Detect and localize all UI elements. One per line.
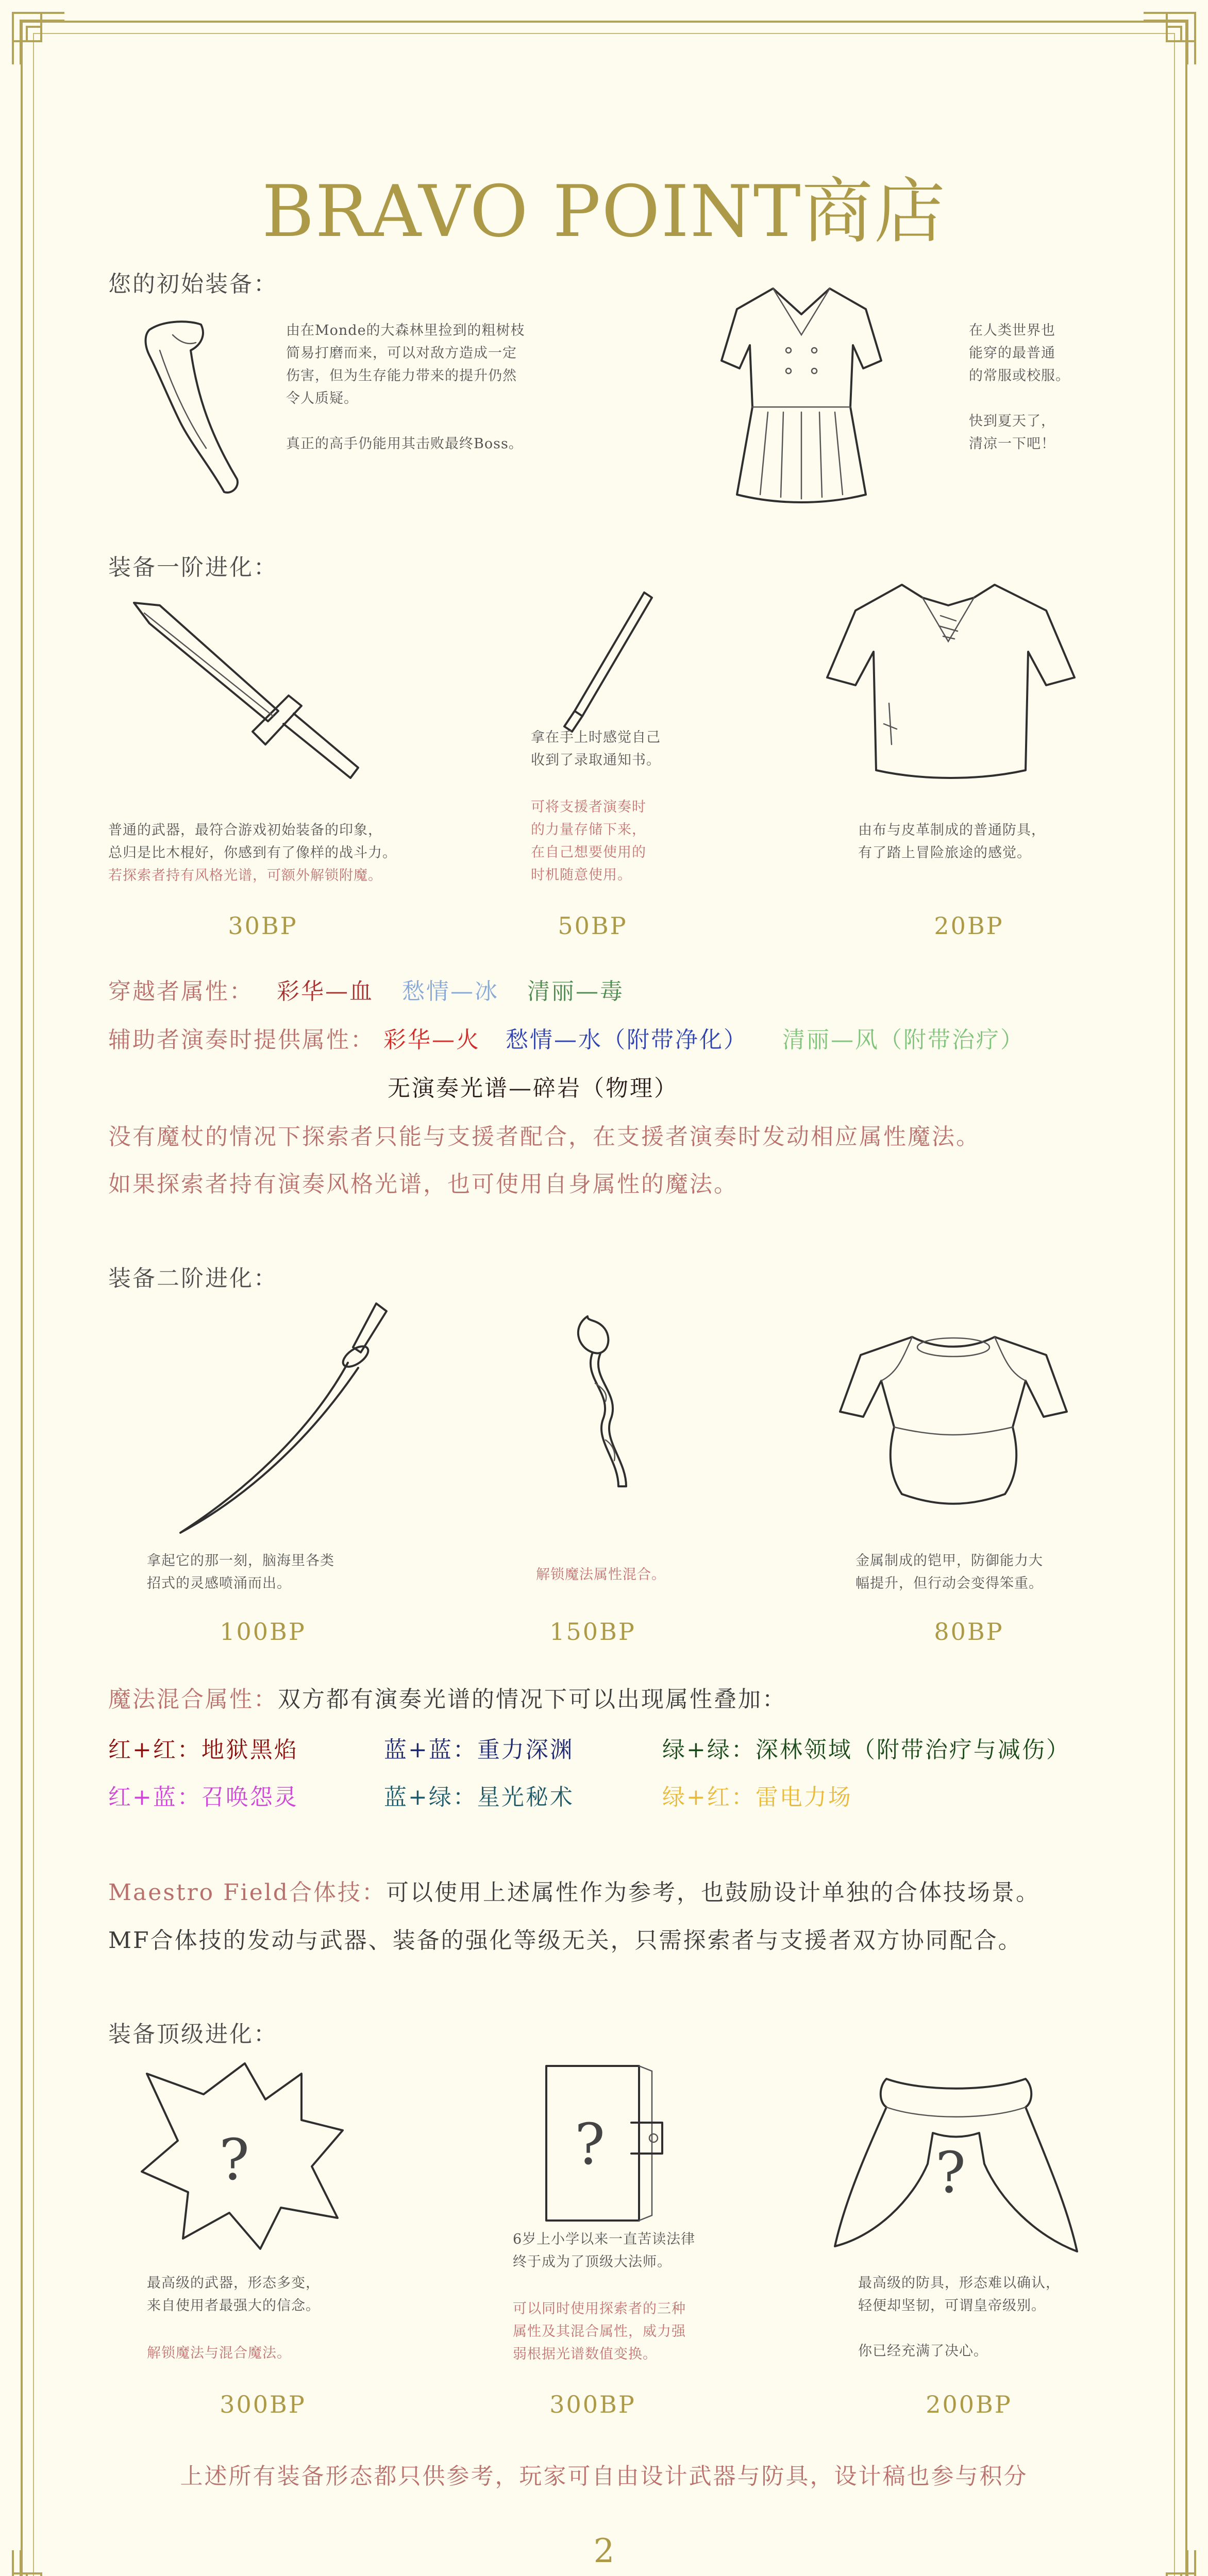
initial-armor-desc: 在人类世界也 能穿的最普通 的常服或校服。 快到夏天了， 清凉一下吧！ [969,323,1070,452]
tier1-baton-note: 可将支援者演奏时 的力量存储下来， 在自己想要使用的 时机随意使用。 [531,799,646,883]
top-book-price[interactable]: 300BP [549,2391,636,2418]
top-weapon-desc: 最高级的武器，形态多变， 来自使用者最强大的信念。 [147,2275,320,2314]
combo-blue-green: 蓝+绿：星光秘术 [384,1784,574,1810]
svg-text:?: ? [935,2140,966,2206]
support-attribute-rock: 无演奏光谱—碎岩（物理） [388,1075,678,1101]
tier1-armor-desc: 由布与皮革制成的普通防具， 有了踏上冒险旅途的感觉。 [858,822,1046,861]
tier1-baton-price[interactable]: 50BP [558,912,628,940]
wooden-sword-sketch-icon [124,592,371,788]
corner-ornament-icon [1141,10,1198,67]
mystery-burst-sketch-icon [131,2053,353,2259]
baton-sketch-icon [546,582,660,737]
tier1-sword-price[interactable]: 30BP [228,912,298,940]
combo-blue-blue: 蓝+蓝：重力深渊 [384,1737,574,1763]
attribute-note-2: 如果探索者持有演奏风格光谱，也可使用自身属性的魔法。 [108,1171,738,1197]
support-attributes: 辅助者演奏时提供属性： 彩华—火 愁情—水（附带净化） 清丽—风（附带治疗） [108,1027,1025,1053]
attribute-note-1: 没有魔杖的情况下探索者只能与支援者配合，在支援者演奏时发动相应属性魔法。 [108,1124,980,1150]
mix-attributes-title: 魔法混合属性：双方都有演奏光谱的情况下可以出现属性叠加： [108,1686,786,1713]
tier1-baton-desc: 拿在手上时感觉自己 收到了录取通知书。 [531,730,661,768]
svg-text:?: ? [575,2111,605,2177]
leather-shirt-sketch-icon [819,574,1082,791]
mystery-book-sketch-icon [536,2061,670,2226]
combo-red-blue: 红+蓝：召唤怨灵 [108,1784,298,1810]
page-title: BRAVO POINT商店 [262,170,946,253]
twisted-staff-sketch-icon [557,1306,649,1497]
combo-green-red: 绿+红：雷电力场 [662,1784,852,1810]
combo-green-green: 绿+绿：深林领域（附带治疗与减伤） [662,1737,1070,1763]
top-weapon-price[interactable]: 300BP [220,2391,306,2418]
maestro-field-line-2: MF合体技的发动与武器、装备的强化等级无关，只需探索者与支援者双方协同配合。 [108,1927,1022,1954]
top-armor-desc: 最高级的防具，形态难以确认， 轻便却坚韧，可谓皇帝级别。 你已经充满了决心。 [858,2275,1060,2359]
tier1-sword-desc: 普通的武器，最符合游戏初始装备的印象， 总归是比木棍好，你感到有了像样的战斗力。 若探索者持有风格光谱，可额外解锁附魔。 [108,822,397,884]
footer-note: 上述所有装备形态都只供参考，玩家可自由设计武器与防具，设计稿也参与积分 [180,2463,1028,2489]
maestro-field-line: Maestro Field合体技：可以使用上述属性作为参考，也鼓励设计单独的合体技场景。 [108,1879,1040,1906]
tier2-heading: 装备二阶进化： [108,1265,278,1292]
tier2-staff-price[interactable]: 150BP [549,1618,636,1646]
combo-red-red: 红+红：地狱黑焰 [108,1737,298,1763]
branch-sketch-icon [129,314,268,505]
metal-armor-sketch-icon [835,1324,1072,1520]
tier2-katana-desc: 拿起它的那一刻，脑海里各类 招式的灵感喷涌而出。 [147,1553,334,1591]
initial-weapon-desc: 由在Monde的大森林里捡到的粗树枝 简易打磨而来，可以对敌方造成一定 伤害，但为生存能力带来的提升仍然 令人质疑。 真正的高手仍能用其击败最终Boss。 [286,323,525,452]
tier2-armor-price[interactable]: 80BP [934,1618,1004,1646]
mystery-cloak-sketch-icon [830,2071,1082,2257]
top-armor-price[interactable]: 200BP [926,2391,1012,2418]
tier2-staff-note: 解锁魔法属性混合。 [536,1567,666,1583]
tier2-katana-price[interactable]: 100BP [220,1618,306,1646]
top-tier-heading: 装备顶级进化： [108,2021,278,2047]
tier1-heading: 装备一阶进化： [108,554,278,581]
school-uniform-sketch-icon [711,278,892,510]
page-number: 2 [593,2532,615,2570]
tier1-armor-price[interactable]: 20BP [934,912,1004,940]
traveler-attributes: 穿越者属性： 彩华—血 愁情—冰 清丽—毒 [108,978,624,1005]
tier2-armor-desc: 金属制成的铠甲，防御能力大 幅提升，但行动会变得笨重。 [855,1553,1043,1591]
corner-ornament-icon [10,10,67,67]
top-book-desc: 6岁上小学以来一直苦读法律 终于成为了顶级大法师。 [513,2231,696,2270]
svg-text:?: ? [219,2127,249,2193]
initial-heading: 您的初始装备： [108,271,278,297]
top-book-note: 可以同时使用探索者的三种 属性及其混合属性，威力强 弱根据光谱数值变换。 [513,2301,686,2362]
top-weapon-note: 解锁魔法与混合魔法。 [147,2345,291,2361]
katana-sketch-icon [170,1296,402,1538]
